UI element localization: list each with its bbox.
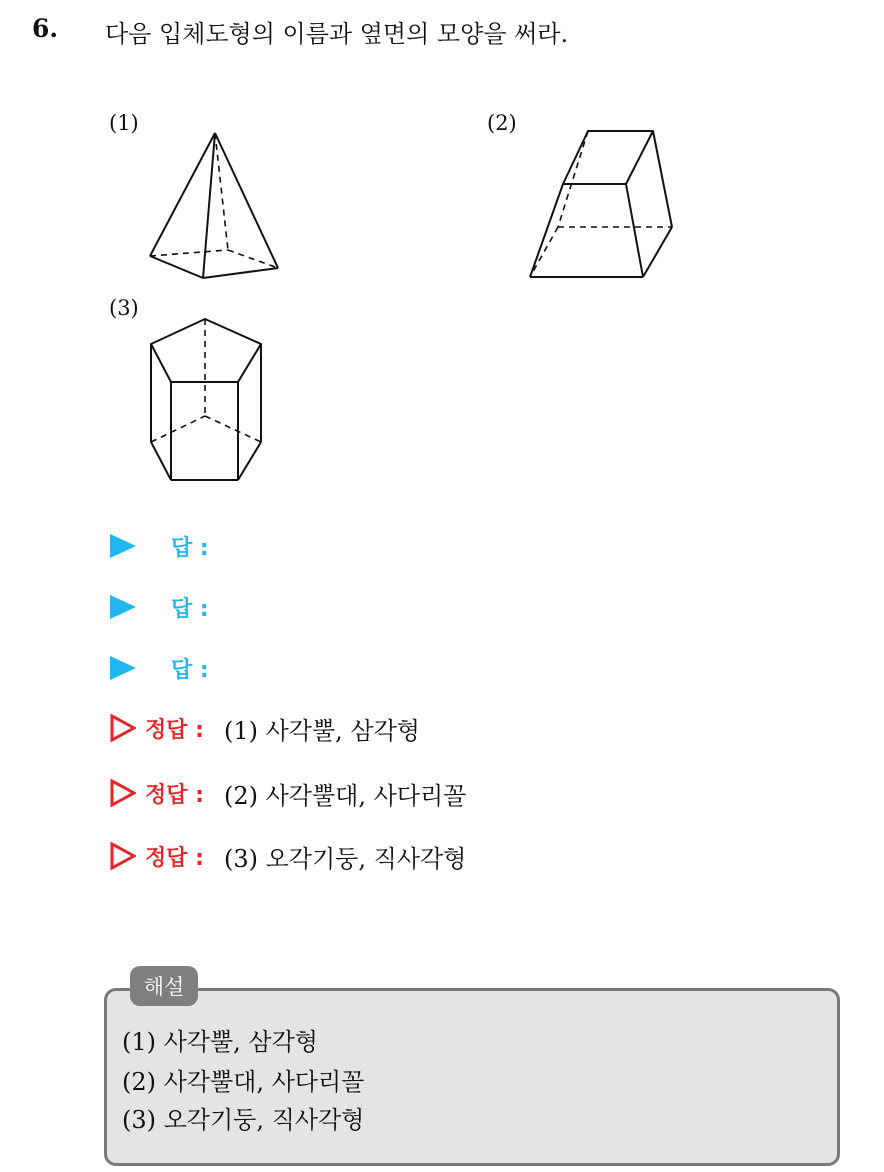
play-arrow-icon [110, 534, 136, 558]
outline-arrow-icon [110, 714, 136, 742]
answer-key-label: 정답 : [145, 782, 204, 808]
answer-key-text: (2) 사각뿔대, 사다리꼴 [223, 781, 467, 810]
question-number: 6. [32, 14, 59, 43]
answer-label: 답 : [171, 596, 209, 622]
outline-arrow-icon [110, 842, 136, 870]
explanation-title: 해설 [130, 966, 198, 1006]
answer-row-2 [110, 589, 209, 625]
answer-label: 답 : [171, 535, 209, 561]
figure-3-label: (3) [109, 296, 139, 320]
answer-key-text: (3) 오각기둥, 직사각형 [223, 844, 467, 873]
answer-key-row-2 [110, 775, 466, 811]
explanation-line-3: (3) 오각기둥, 직사각형 [122, 1106, 365, 1134]
play-arrow-icon [110, 656, 136, 680]
question-text: 다음 입체도형의 이름과 옆면의 모양을 써라. [105, 20, 569, 48]
figure-2-label: (2) [487, 111, 517, 135]
explanation-line-1: (1) 사각뿔, 삼각형 [122, 1028, 318, 1056]
play-arrow-icon [110, 595, 136, 619]
explanation-line-2: (2) 사각뿔대, 사다리꼴 [122, 1068, 365, 1096]
answer-key-label: 정답 : [145, 717, 204, 743]
answer-row-3 [110, 650, 209, 686]
outline-arrow-icon [110, 779, 136, 807]
answer-key-label: 정답 : [145, 845, 204, 871]
figure-1-label: (1) [109, 111, 139, 135]
answer-label: 답 : [171, 657, 209, 683]
answer-key-text: (1) 사각뿔, 삼각형 [223, 716, 420, 745]
answer-key-row-1 [110, 710, 420, 746]
answer-key-row-3 [110, 838, 466, 874]
answer-row-1 [110, 528, 209, 564]
